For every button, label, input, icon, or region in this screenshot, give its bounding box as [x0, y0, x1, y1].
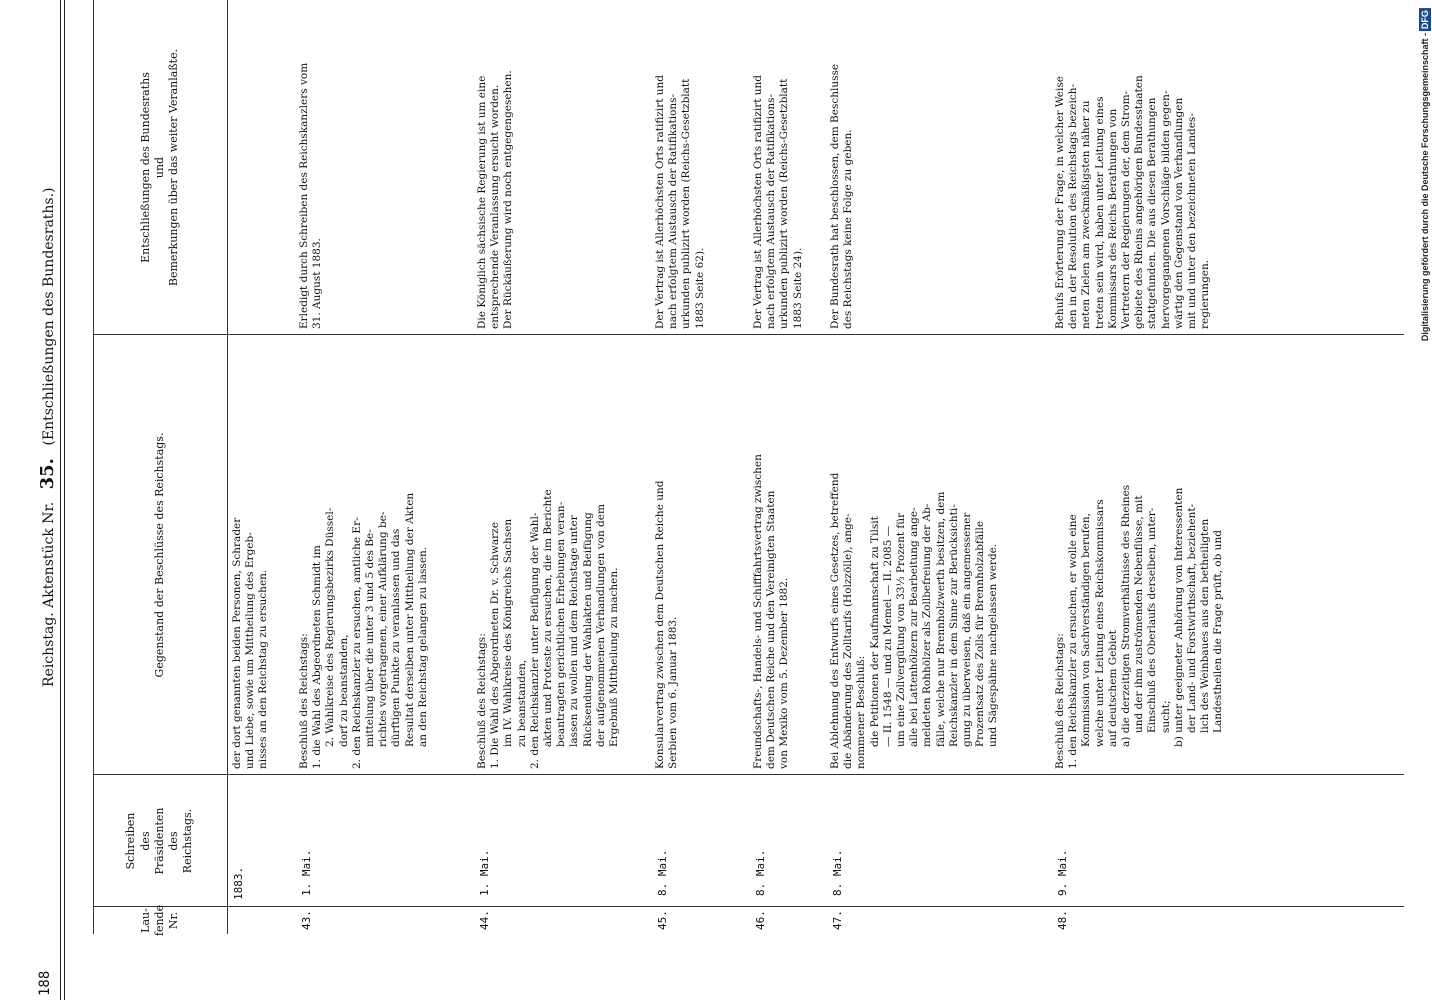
- subject-line: dem Deutschen Reiche und den Vereinigten Staaten: [765, 490, 778, 769]
- row-date: 8. Mai.: [656, 849, 669, 896]
- subject-line: Reichskanzler in dem Sinne zur Berücksichti-: [947, 504, 960, 747]
- resolution-cell: [829, 8, 855, 329]
- running-title: Reichstag. Aktenstück Nr.: [41, 501, 57, 687]
- resolution-line: urkunden publizirt worden (Reichs-Gesetzblatt: [778, 78, 791, 329]
- resolution-line: gebiete des Rheins angehörigen Bundesstaaten: [1133, 75, 1146, 329]
- subject-line: 2. den Reichskanzler zu ersuchen, amtliche Er-: [350, 517, 363, 769]
- header-rule-double: [64, 0, 65, 1000]
- running-header: [37, 187, 58, 687]
- subject-line: 2. den Reichskanzler unter Beifügung der Wahl-: [528, 512, 541, 769]
- subject-line: zu beanstanden,: [515, 659, 528, 747]
- row-number: 47.: [831, 910, 844, 930]
- subject-line: beantragten gerichtlichen Erhebungen veran-: [555, 501, 568, 747]
- column-divider: [93, 774, 1404, 775]
- subject-line: fälle, welche nur Brennholzwerth besitzen, dem: [934, 491, 947, 747]
- row-number: 43.: [300, 910, 313, 930]
- resolution-cell: [476, 8, 516, 329]
- subject-cell: [752, 341, 792, 769]
- subject-line: welche unter Leitung eines Reichskommissars: [1093, 499, 1106, 747]
- column-header-schreiben: Schreiben des Präsidenten des Reichstags.: [124, 807, 195, 875]
- subject-line: Ergebniß Mittheilung zu machen.: [608, 567, 621, 747]
- resolution-cell: [752, 8, 805, 329]
- resolution-line: neten Zielen am zweckmäßigsten näher zu: [1080, 100, 1093, 329]
- subject-cell: [654, 341, 680, 769]
- resolution-line: nach erfolgtem Austausch der Ratifikations-: [667, 93, 680, 329]
- subject-line: von Mexiko vom 5. Dezember 1882.: [778, 577, 791, 769]
- resolution-line: Erledigt durch Schreiben des Reichskanzlers vom: [298, 62, 310, 329]
- subject-line: auf deutschem Gebiet: [1106, 630, 1119, 747]
- subject-line: b) unter geeigneter Anhörung von Interessenten: [1172, 487, 1185, 747]
- subject-line: dürftigen Punkte zu veranlassen und das: [390, 528, 403, 747]
- column-divider: [93, 906, 1404, 907]
- resolution-line: Der Rückäußerung wird noch entgegengesehen.: [502, 70, 515, 329]
- subject-line: mittelung über die unter 3 und 5 des Be-: [364, 529, 377, 747]
- subject-line: richtes vorgetragenen, einer Aufklärung be-: [377, 511, 390, 747]
- subject-line: und der ihm zuströmenden Nebenflüsse, mit: [1133, 495, 1146, 733]
- resolution-line: Vertretern der Regierungen der, dem Strom-: [1120, 90, 1133, 329]
- subject-line: Prozentsatz des Zolls für Brennholzabfälle: [974, 520, 987, 747]
- year-label: 1883.: [232, 866, 245, 900]
- document-number: 35.: [37, 458, 58, 490]
- row-date: 8. Mai.: [831, 849, 844, 896]
- resolution-line: urkunden publizirt worden (Reichs-Gesetzblatt: [680, 78, 693, 329]
- resolution-line: stattgefunden. Die aus diesen Berathungen: [1146, 97, 1159, 329]
- column-header-nr: Lau- fende Nr.: [138, 904, 181, 937]
- running-subtitle: (Entschließungen des Bundesraths.): [41, 187, 57, 446]
- subject-line: alle bei Lattenhölzern zur Bearbeitung ange-: [908, 507, 921, 747]
- resolution-cell: [654, 8, 707, 329]
- subject-line: nommener Beschluß:: [855, 655, 868, 769]
- subject-line: — II. 1548 — und zu Memel — II. 2085 —: [881, 525, 894, 747]
- subject-line: Rücksendung der Wahlakten und Beifügung: [581, 512, 594, 747]
- subject-line: 1. Die Wahl des Abgeordneten Dr. v. Schwarze: [489, 522, 502, 769]
- dfg-credit: [1420, 8, 1430, 341]
- subject-line: 2. Wahlkreise des Regierungsbezirks Düssel-: [324, 507, 337, 747]
- subject-line: Beschluß des Reichstags:: [1054, 633, 1066, 769]
- row-date: 1. Mai.: [478, 849, 491, 896]
- subject-line: Bei Ablehnung des Entwurfs eines Gesetzes, betreffend: [829, 472, 841, 769]
- subject-line: der Land- und Forstwirthschaft, beziehent-: [1186, 503, 1199, 733]
- subject-line: der aufgenommenen Verhandlungen von dem: [594, 504, 607, 747]
- subject-line: nisses an den Reichstag zu ersuchen.: [257, 569, 270, 769]
- subject-line: die Abänderung des Zolltarifs (Holzzölle), ange-: [842, 513, 855, 769]
- resolution-line: regierungen.: [1199, 259, 1212, 329]
- subject-line: a) die derzeitigen Stromverhältnisse des Rheines: [1120, 484, 1133, 747]
- subject-line: Landestheilen die Frage prüft, ob und: [1212, 530, 1225, 733]
- row-number: 44.: [478, 910, 491, 930]
- row-number: 48.: [1056, 910, 1069, 930]
- subject-line: Konsularvertrag zwischen dem Deutschen Reiche und: [654, 480, 666, 769]
- resolution-line: Der Vertrag ist Allerhöchsten Orts ratifizirt und: [654, 74, 666, 329]
- subject-line: Beschluß des Reichstags:: [298, 633, 310, 769]
- resolution-line: Kommissars des Reichs Berathungen von: [1106, 108, 1119, 329]
- resolution-line: 31. August 1883.: [311, 238, 324, 329]
- subject-line: um eine Zollvergütung von 33⅓ Prozent für: [895, 512, 908, 747]
- subject-line: Freundschafts-, Handels- und Schifffahrtsvertrag zwischen: [752, 454, 764, 769]
- header-rule: [60, 0, 61, 1000]
- resolution-line: mit und unter den bezeichneten Landes-: [1186, 113, 1199, 329]
- header-bottom-rule: [227, 0, 228, 934]
- subject-line: und Liebe, sowie um Mittheilung des Ergeb-: [244, 532, 257, 769]
- resolution-line: wärtig den Gegenstand von Verhandlungen: [1172, 97, 1185, 329]
- subject-line: Einschluß des Oberlaufs derselben, unter-: [1146, 507, 1159, 733]
- subject-line: 1. den Reichskanzler zu ersuchen, er wolle eine: [1067, 514, 1080, 769]
- subject-line: an den Reichstag gelangen zu lassen.: [416, 546, 429, 747]
- resolution-line: 1883 Seite 24).: [791, 247, 804, 329]
- resolution-line: Die Königlich sächsische Regierung ist um eine: [476, 75, 488, 329]
- subject-line: dorf zu beanstanden,: [337, 634, 350, 747]
- row-number: 45.: [656, 910, 669, 930]
- resolution-line: den in der Resolution des Reichstags bezeich-: [1067, 83, 1080, 329]
- subject-line: im IV. Wahlkreise des Königreichs Sachsen: [502, 518, 515, 747]
- resolution-line: entsprechende Veranlassung ersucht worden.: [489, 84, 502, 329]
- subject-line: die Petitionen der Kaufmannschaft zu Tilsit: [868, 516, 881, 747]
- dfg-credit-text: Digitalisierung gefördert durch die Deutsche Forschungsgemeinschaft -: [1420, 33, 1430, 342]
- subject-line: Beschluß des Reichstags:: [476, 633, 488, 769]
- row-date: 1. Mai.: [300, 849, 313, 896]
- column-header-gegenstand: Gegenstand der Beschlüsse des Reichstags.: [152, 432, 166, 678]
- resolution-cell: [1054, 8, 1212, 329]
- subject-line: gung zu überweisen, daß ein angemessener: [961, 512, 974, 747]
- subject-line: Resultat derselben unter Mittheilung der Akten: [403, 492, 416, 747]
- resolution-line: Der Vertrag ist Allerhöchsten Orts ratifizirt und: [752, 74, 764, 329]
- resolution-cell: [298, 8, 324, 329]
- dfg-badge: DFG: [1420, 10, 1430, 29]
- resolution-line: 1883 Seite 62).: [693, 247, 706, 329]
- subject-line: lich des Weinbaues aus den betheiligten: [1199, 518, 1212, 733]
- resolution-line: nach erfolgtem Austausch der Ratifikations-: [765, 93, 778, 329]
- resolution-line: Behufs Erörterung der Frage, in welcher Weise: [1054, 76, 1066, 329]
- row-date: 9. Mai.: [1056, 849, 1069, 896]
- resolution-line: treten sein wird, haben unter Leitung eines: [1093, 96, 1106, 329]
- subject-line: Serbien vom 6. Januar 1883.: [667, 616, 680, 769]
- resolution-line: Der Bundesrath hat beschlossen, dem Beschlusse: [829, 63, 841, 329]
- subject-cell: [298, 341, 430, 769]
- subject-cell: [231, 341, 271, 769]
- subject-line: 1. die Wahl des Abgeordneten Schmidt im: [311, 545, 324, 769]
- page-number: 188: [37, 970, 53, 996]
- subject-line: akten und Proteste zu ersuchen, die im Berichte: [542, 489, 555, 747]
- subject-line: meldeten Rohhölzer als Zollbefreiung der Ab-: [921, 503, 934, 747]
- subject-cell: [476, 341, 621, 769]
- subject-line: sucht;: [1159, 700, 1172, 733]
- subject-cell: [1054, 341, 1226, 769]
- row-date: 8. Mai.: [754, 849, 767, 896]
- column-header-entschliessungen: Entschließungen des Bundesraths und Bemerkungen über das weiter Veranlaßte.: [138, 48, 181, 287]
- resolution-line: des Reichstags keine Folge zu geben.: [842, 129, 855, 329]
- resolution-line: hervorgegangenen Vorschläge bilden gegen-: [1159, 90, 1172, 329]
- subject-cell: [829, 341, 1001, 769]
- column-divider: [93, 334, 1404, 335]
- subject-line: Kommission von Sachverständigen berufen,: [1080, 513, 1093, 747]
- subject-line: lassen zu wollen und dem Reichstage unter: [568, 515, 581, 747]
- subject-line: der dort genannten beiden Personen, Schrader: [231, 517, 243, 769]
- subject-line: und Sägespähne nachgelassen werde.: [987, 543, 1000, 747]
- row-number: 46.: [754, 910, 767, 930]
